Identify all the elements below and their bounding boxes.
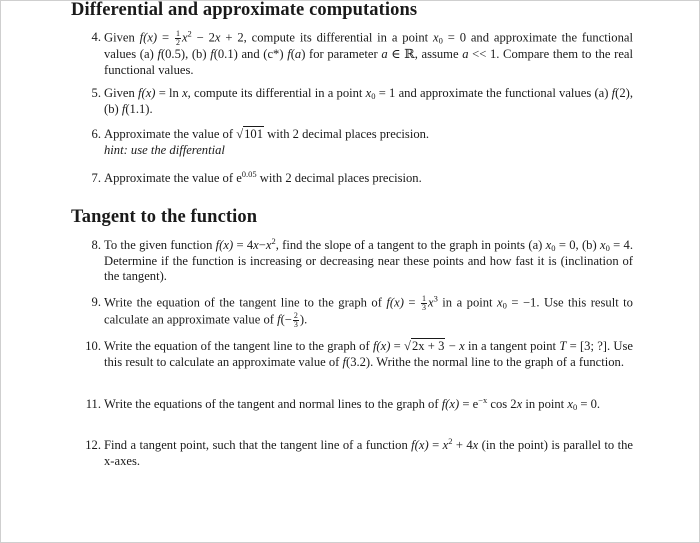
fraction: $\frac{1}{3}$ bbox=[421, 294, 426, 312]
problem-text: Approximate the value of $e^{0.05}$ with 2 decimal places precision. bbox=[104, 169, 422, 185]
problem-text: Approximate the value of √101 with 2 decimal places precision. hint: use the differential bbox=[104, 127, 633, 158]
problem-6 bbox=[85, 127, 633, 158]
problem-text: Given f(x) = ln x, compute its differential in a point $x_0 = 1$ and approximate the functional values (a) f(2), (b) f(1.1). bbox=[104, 86, 633, 116]
section-title-tangent: Tangent to the function bbox=[71, 207, 258, 227]
problem-text: Given f(x) = $\frac{1}{2}$ $x^2 - 2x + 2$, compute its differential in a point $x_0 = 0$ and approximate the functional values (a) f(0.5), (b) f(0.1) and (c*) f(a) for parameter a ∈ ℝ, assume a << 1. Compare them to the real functional values. bbox=[104, 28, 633, 77]
problem-text: Write the equation of the tangent line to the graph of f(x) = $\frac{1}{3}$ $x^3$ in a point $x_0 = -1$. Use this result to calculate an approximate value of f(− $\frac{2}{3}$ ). bbox=[104, 293, 633, 329]
problem-text: Write the equation of the tangent line to the graph of f(x) = √2x + 3 − x in a tangent point T = [3; ?]. Use this result to calculate an approximate value of f(3.2). Writhe the normal line to the graph of a function. bbox=[104, 339, 633, 369]
fraction: $\frac{1}{2}$ bbox=[175, 29, 180, 47]
problem-number: 6. bbox=[91, 127, 101, 141]
problem-10 bbox=[85, 339, 633, 370]
problem-text: To the given function $f(x) = 4x-x^2$, find the slope of a tangent to the graph in points (a) $x_0 = 0$, (b) $x_0 = 4$. Determine if the function is increasing or decreasing near these points and how fast it is (inclination of the tangent). bbox=[104, 236, 633, 283]
problem-number: 7. bbox=[91, 171, 101, 185]
problem-5 bbox=[85, 86, 633, 117]
problem-9 bbox=[85, 295, 633, 329]
problem-text: Write the equations of the tangent and normal lines to the graph of $f(x) = e^{-x}$ cos 2x in point $x_0 = 0$. bbox=[104, 395, 601, 412]
problem-11 bbox=[85, 397, 633, 413]
problem-number: 5. bbox=[91, 86, 101, 100]
problem-number: 9. bbox=[91, 295, 101, 309]
problem-number: 8. bbox=[91, 238, 101, 252]
problem-number: 12. bbox=[85, 438, 101, 452]
problem-number: 11. bbox=[85, 397, 101, 411]
section-title-differential: Differential and approximate computations bbox=[71, 0, 418, 20]
problem-4 bbox=[85, 30, 633, 78]
problem-8 bbox=[85, 238, 633, 285]
problem-number: 10. bbox=[85, 339, 101, 353]
problem-number: 4. bbox=[91, 30, 101, 44]
problem-7 bbox=[85, 171, 633, 187]
problem-12 bbox=[85, 438, 633, 469]
problem-hint: hint: use the differential bbox=[104, 142, 225, 157]
fraction: $\frac{2}{3}$ bbox=[293, 311, 298, 329]
problem-text: Find a tangent point, such that the tangent line of a function $f(x) = x^2 + 4x$ (in the point) is parallel to the x-axes. bbox=[104, 436, 633, 468]
